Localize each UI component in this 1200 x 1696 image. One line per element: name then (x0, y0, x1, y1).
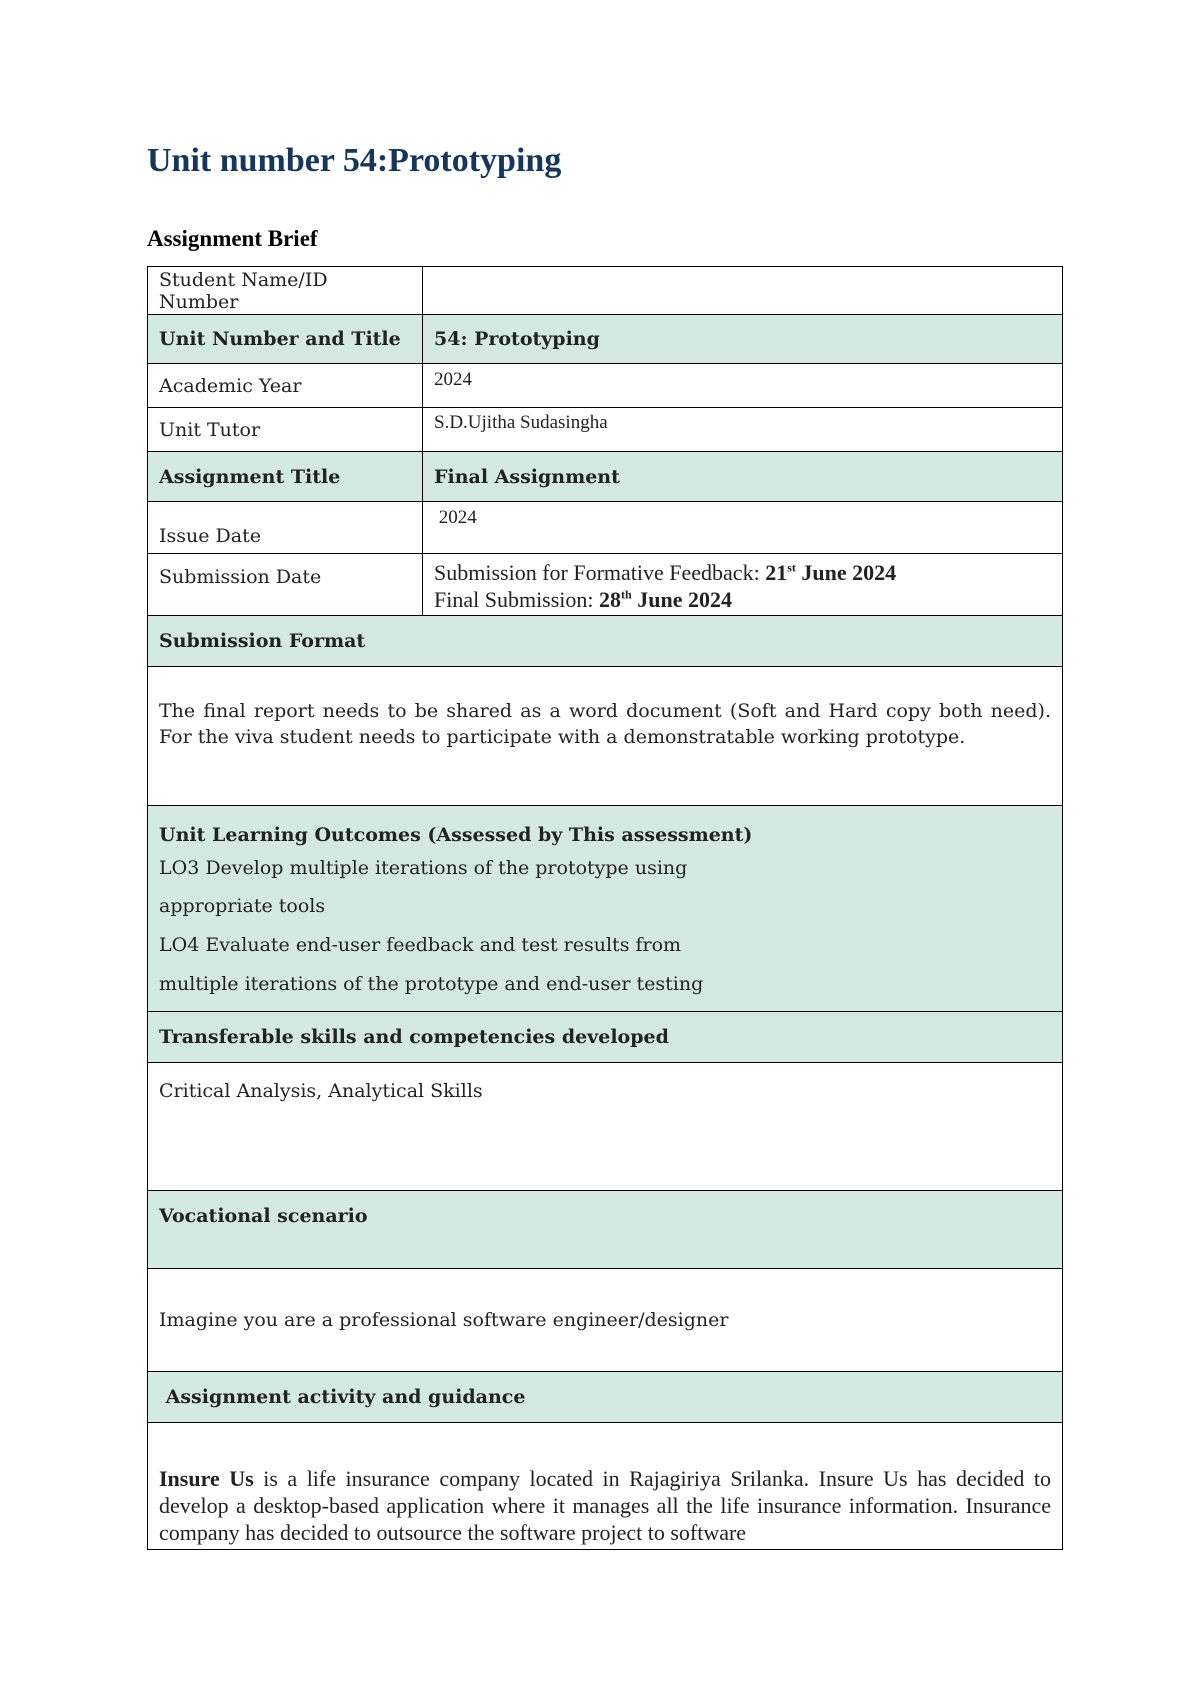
issue-label: Issue Date (148, 502, 423, 554)
assignment-title-row (148, 452, 1063, 502)
final-month: June 2024 (631, 587, 732, 612)
section-heading: Assignment Brief (147, 226, 318, 251)
outcomes-row (148, 806, 1063, 1012)
student-value[interactable] (423, 267, 1063, 315)
format-text-cell (148, 667, 1063, 806)
outcome-line: multiple iterations of the prototype and end-user testing (159, 973, 704, 995)
outcomes-heading: Unit Learning Outcomes (Assessed by This assessment) (159, 824, 753, 846)
final-prefix: Final Submission: (434, 587, 600, 612)
company-name: Insure Us (159, 1466, 254, 1491)
formative-day: 21 (765, 560, 788, 585)
tutor-row (148, 408, 1063, 452)
page-title: Unit number 54:Prototyping (147, 142, 562, 179)
assignment-title-label: Assignment Title (148, 452, 423, 502)
assignment-brief-table (147, 266, 1063, 1550)
final-ordinal: th (621, 587, 632, 602)
outcome-line: appropriate tools (159, 895, 326, 917)
activity-text (159, 1465, 1051, 1546)
activity-heading-row (148, 1372, 1063, 1423)
scenario-heading-row (148, 1191, 1063, 1269)
format-text: The final report needs to be shared as a word document (Soft and Hard copy both need). For the viva student needs to participate with a demonstratable working prototype. (159, 700, 1051, 748)
formative-month: June 2024 (795, 560, 897, 585)
formative-prefix: Submission for Formative Feedback: (434, 560, 766, 585)
format-text-row (148, 667, 1063, 806)
skills-heading: Transferable skills and competencies developed (148, 1012, 1063, 1063)
format-heading: Submission Format (148, 616, 1063, 667)
tutor-value: S.D.Ujitha Sudasingha (423, 408, 1063, 452)
issue-row (148, 502, 1063, 554)
activity-description: is a life insurance company located in Rajagiriya Srilanka. Insure Us has decided to develop a desktop-based application where it manages all the life insurance information. Insurance company has decided to outsource the software project to software (159, 1466, 1051, 1545)
submission-row (148, 554, 1063, 616)
scenario-heading: Vocational scenario (148, 1191, 1063, 1269)
issue-value: 2024 (423, 502, 1063, 554)
formative-submission (434, 559, 1051, 587)
format-heading-row (148, 616, 1063, 667)
skills-text: Critical Analysis, Analytical Skills (148, 1063, 1063, 1191)
scenario-text: Imagine you are a professional software engineer/designer (148, 1269, 1063, 1372)
outcome-line: LO4 Evaluate end-user feedback and test results from (159, 934, 682, 956)
submission-label: Submission Date (148, 554, 423, 616)
outcomes-cell (148, 806, 1063, 1012)
year-value: 2024 (423, 364, 1063, 408)
formative-ordinal: st (787, 560, 796, 575)
final-submission (434, 587, 1051, 613)
year-label: Academic Year (148, 364, 423, 408)
unit-row (148, 315, 1063, 364)
year-row (148, 364, 1063, 408)
activity-text-cell (148, 1423, 1063, 1550)
outcome-line: LO3 Develop multiple iterations of the prototype using (159, 857, 688, 879)
skills-heading-row (148, 1012, 1063, 1063)
scenario-text-row (148, 1269, 1063, 1372)
activity-text-row (148, 1423, 1063, 1550)
student-row (148, 267, 1063, 315)
submission-value (423, 554, 1063, 616)
activity-heading: Assignment activity and guidance (148, 1372, 1063, 1423)
skills-text-row (148, 1063, 1063, 1191)
unit-label: Unit Number and Title (148, 315, 423, 364)
unit-value: 54: Prototyping (423, 315, 1063, 364)
assignment-title-value: Final Assignment (423, 452, 1063, 502)
final-day: 28 (599, 587, 622, 612)
student-label: Student Name/ID Number (148, 267, 423, 315)
tutor-label: Unit Tutor (148, 408, 423, 452)
